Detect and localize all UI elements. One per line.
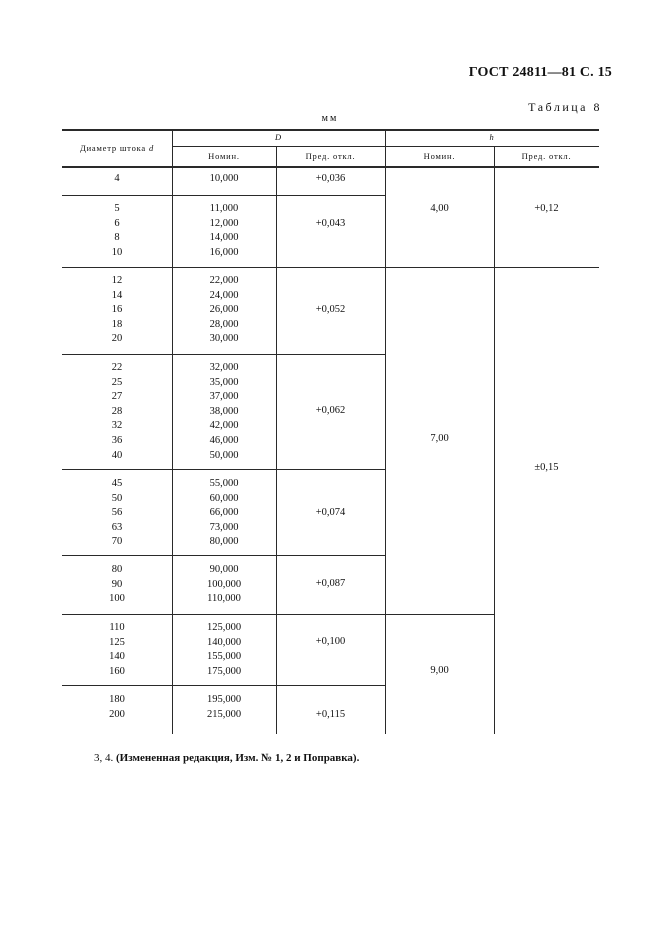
h-tolerance-cell: ±0,15 (534, 462, 559, 473)
header-D-nominal: Номин. (208, 151, 240, 161)
D-tolerance-cell: +0,074 (315, 507, 346, 518)
D-nominal-cell: 32,000 35,000 37,000 38,000 42,000 46,000 50,000 (209, 362, 239, 461)
col-divider-4 (494, 146, 495, 734)
D-tolerance-cell: +0,043 (315, 218, 346, 229)
header-D-tolerance: Пред. откл. (305, 151, 356, 161)
group-separator (62, 195, 385, 196)
page-header: ГОСТ 24811—81 С. 15 (468, 65, 612, 80)
footnote (94, 752, 359, 764)
D-nominal-cell: 195,000 215,000 (206, 694, 242, 720)
rod-diameter-cell: 110 125 140 160 (109, 622, 125, 677)
footnote-number: 3, 4. (94, 752, 116, 764)
rod-diameter-cell: 22 25 27 28 32 36 40 (111, 362, 123, 461)
header-bottom-border (62, 166, 599, 168)
footnote-text: (Измененная редакция, Изм. № 1, 2 и Поправка). (116, 752, 360, 764)
D-nominal-cell: 90,000 100,000 110,000 (206, 564, 242, 605)
group-separator (62, 555, 385, 556)
header-h-nominal: Номин. (423, 151, 456, 161)
rod-diameter-cell: 5 6 8 10 (111, 203, 123, 258)
D-tolerance-cell: +0,115 (315, 709, 346, 720)
group-separator (62, 685, 385, 686)
D-tolerance-cell: +0,062 (315, 405, 346, 416)
h-tolerance-cell: +0,12 (534, 203, 559, 214)
D-nominal-cell: 10,000 (209, 173, 239, 184)
group-separator (62, 354, 385, 355)
rod-diameter-cell: 45 50 56 63 70 (111, 478, 123, 548)
group-separator (62, 267, 599, 268)
header-rod-diameter: Диаметр штока d (79, 143, 155, 153)
rod-diameter-cell: 12 14 16 18 20 (111, 275, 123, 345)
header-group-D: D (275, 132, 282, 142)
group-separator (62, 614, 494, 615)
D-nominal-cell: 22,000 24,000 26,000 28,000 30,000 (209, 275, 239, 345)
header-group-h: h (489, 132, 495, 142)
h-nominal-cell: 7,00 (430, 433, 449, 444)
rod-diameter-cell: 180 200 (109, 694, 125, 720)
table-label: Таблица 8 (528, 100, 602, 114)
group-separator (62, 469, 385, 470)
rod-diameter-cell: 80 90 100 (109, 564, 125, 605)
D-tolerance-cell: +0,052 (315, 304, 346, 315)
h-nominal-cell: 9,00 (430, 665, 449, 676)
h-nominal-cell: 4,00 (430, 203, 449, 214)
header-h-tolerance: Пред. откл. (521, 151, 572, 161)
rod-diameter-cell: 4 (114, 173, 120, 184)
units-label: мм (321, 113, 339, 124)
D-tolerance-cell: +0,087 (315, 578, 346, 589)
D-tolerance-cell: +0,100 (315, 636, 346, 647)
table-top-border (62, 129, 599, 131)
D-nominal-cell: 55,000 60,000 66,000 73,000 80,000 (209, 478, 239, 548)
D-tolerance-cell: +0,036 (315, 173, 346, 184)
D-nominal-cell: 11,000 12,000 14,000 16,000 (209, 203, 239, 258)
D-nominal-cell: 125,000 140,000 155,000 175,000 (206, 622, 242, 677)
